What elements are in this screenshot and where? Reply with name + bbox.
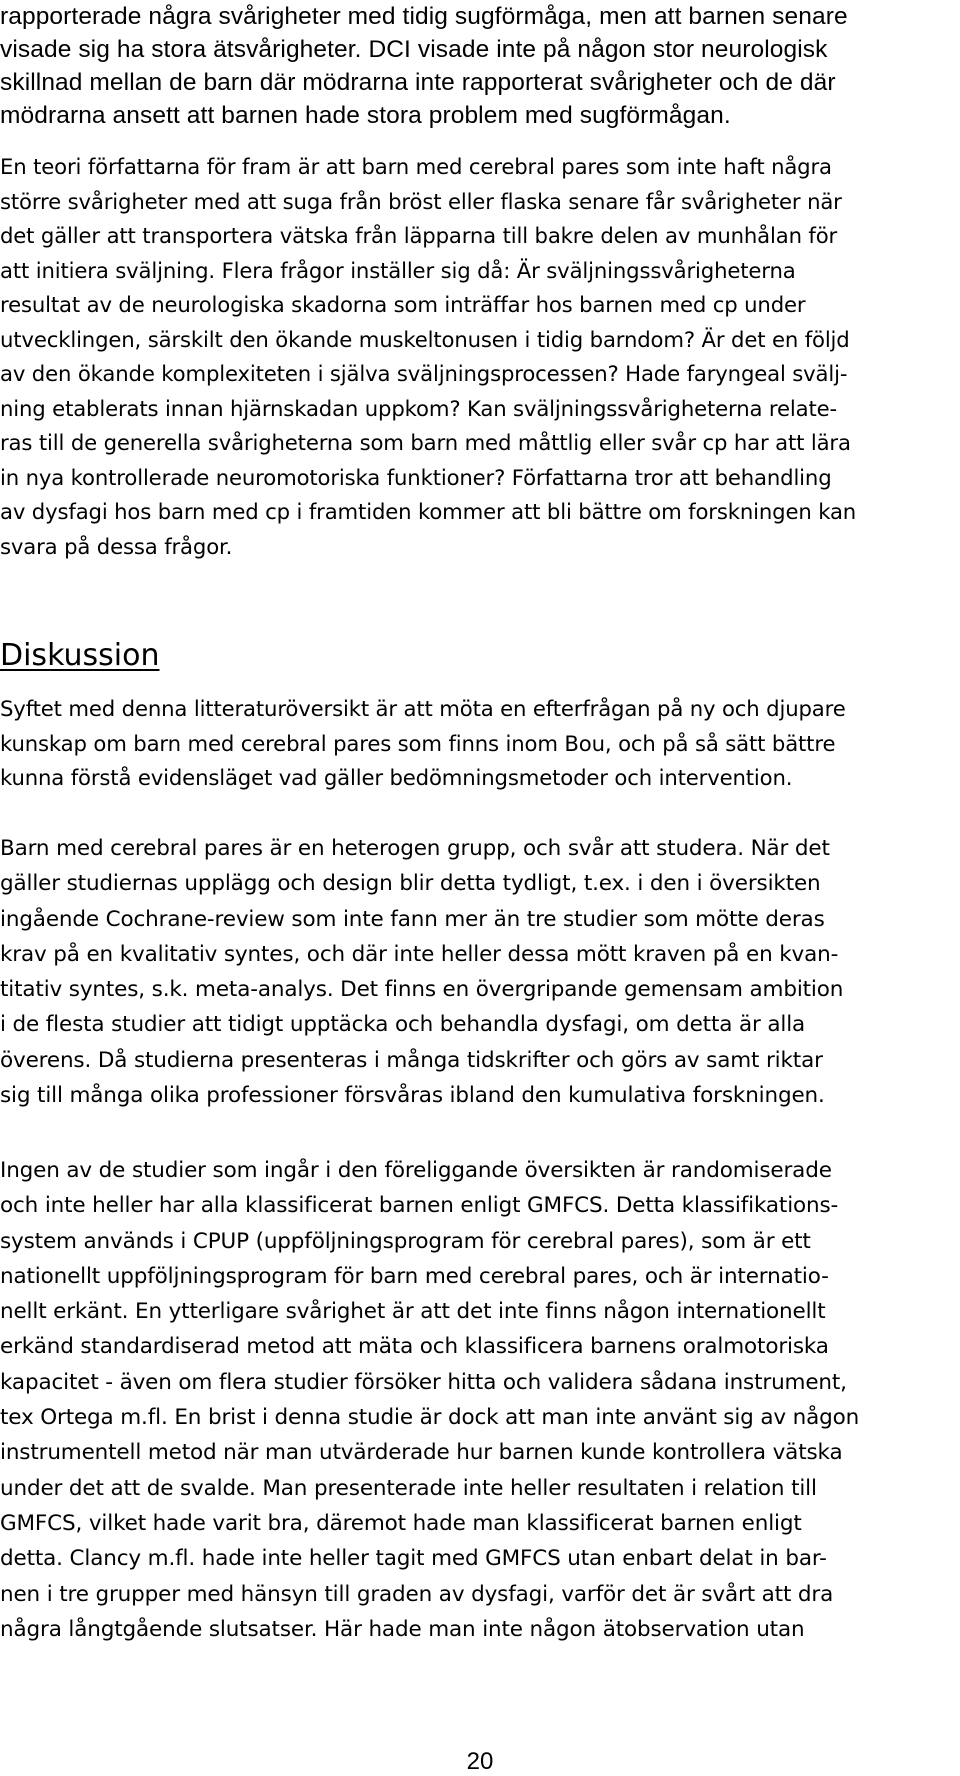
paragraph-randomiserade: Ingen av de studier som ingår i den föreliggande översikten är randomiserade och inte heller har alla klassificerat barnen enligt GMFCS. Detta klassifikations- system används i CPUP (uppföljningsprogram för cerebral pares), som är ett nationellt uppföljningsprogram för barn med cerebral pares, och är internatio- nellt erkänt. En ytterligare svårighet är att det inte finns någon internationellt erkänd standardiserad metod att mäta och klassificera barnens oralmotoriska kapacitet - även om flera studier försöker hitta och validera sådana instrument, tex Ortega m.fl. En brist i denna studie är dock att man inte använt sig av någon instrumentell metod när man utvärderade hur barnen kunde kontrollera vätska under det att de svalde. Man presenterade inte heller resultaten i relation till GMFCS, vilket hade varit bra, däremot hade man klassificerat barnen enligt detta. Clancy m.fl. hade inte heller tagit med GMFCS utan enbart delat in bar- nen i tre grupper med hänsyn till graden av dysfagi, varför det är svårt att dra några långtgående slutsatser. Här hade man inte någon ätobservation utan	[0, 1158, 860, 1642]
paragraph-syftet: Syftet med denna litteraturöversikt är att möta en efterfrågan på ny och djupare kunskap om barn med cerebral pares som finns inom Bou, och på så sätt bättre kunna förstå evidensläget vad gäller bedömningsmetoder och intervention.	[0, 696, 846, 790]
paragraph-sugformaga: rapporterade några svårigheter med tidig sugförmåga, men att barnen senare visade sig ha stora ätsvårigheter. DCI visade inte på någon stor neurologisk skillnad mellan de barn där mödrarna inte rapporterat svårigheter och de där mödrarna ansett att barnen hade stora problem med sugförmågan.	[0, 3, 848, 129]
paragraph-teori: En teori författarna för fram är att barn med cerebral pares som inte haft några större svårigheter med att suga från bröst eller flaska senare får svårigheter när det gäller att transportera vätska från läpparna till bakre delen av munhålan för att initiera sväljning. Flera frågor inställer sig då: Är sväljningssvårigheterna resultat av de neurologiska skadorna som inträffar hos barnen med cp under utvecklingen, särskilt den ökande muskeltonusen i tidig barndom? Är det en följd av den ökande komplexiteten i själva sväljningsprocessen? Hade faryngeal svälj- ning etablerats innan hjärnskadan uppkom? Kan sväljningssvårigheterna relate- ras till de generella svårigheterna som barn med måttlig eller svår cp har att lära in nya kontrollerade neuromotoriska funktioner? Författarna tror att behandling av dysfagi hos barn med cp i framtiden kommer att bli bättre om forskningen kan svara på dessa frågor.	[0, 154, 857, 559]
section-heading-diskussion: Diskussion	[0, 638, 160, 673]
page-number: 20	[466, 1748, 494, 1775]
paragraph-heterogen-grupp: Barn med cerebral pares är en heterogen grupp, och svår att studera. När det gäller studiernas upplägg och design blir detta tydligt, t.ex. i den i översikten ingående Cochrane-review som inte fann mer än tre studier som mötte deras krav på en kvalitativ syntes, och där inte heller dessa mött kraven på en kvan- titativ syntes, s.k. meta-analys. Det finns en övergripande gemensam ambition i de flesta studier att tidigt upptäcka och behandla dysfagi, om detta är alla överens. Då studierna presenteras i många tidskrifter och görs av samt riktar sig till många olika professioner försvåras ibland den kumulativa forskningen.	[0, 836, 844, 1109]
